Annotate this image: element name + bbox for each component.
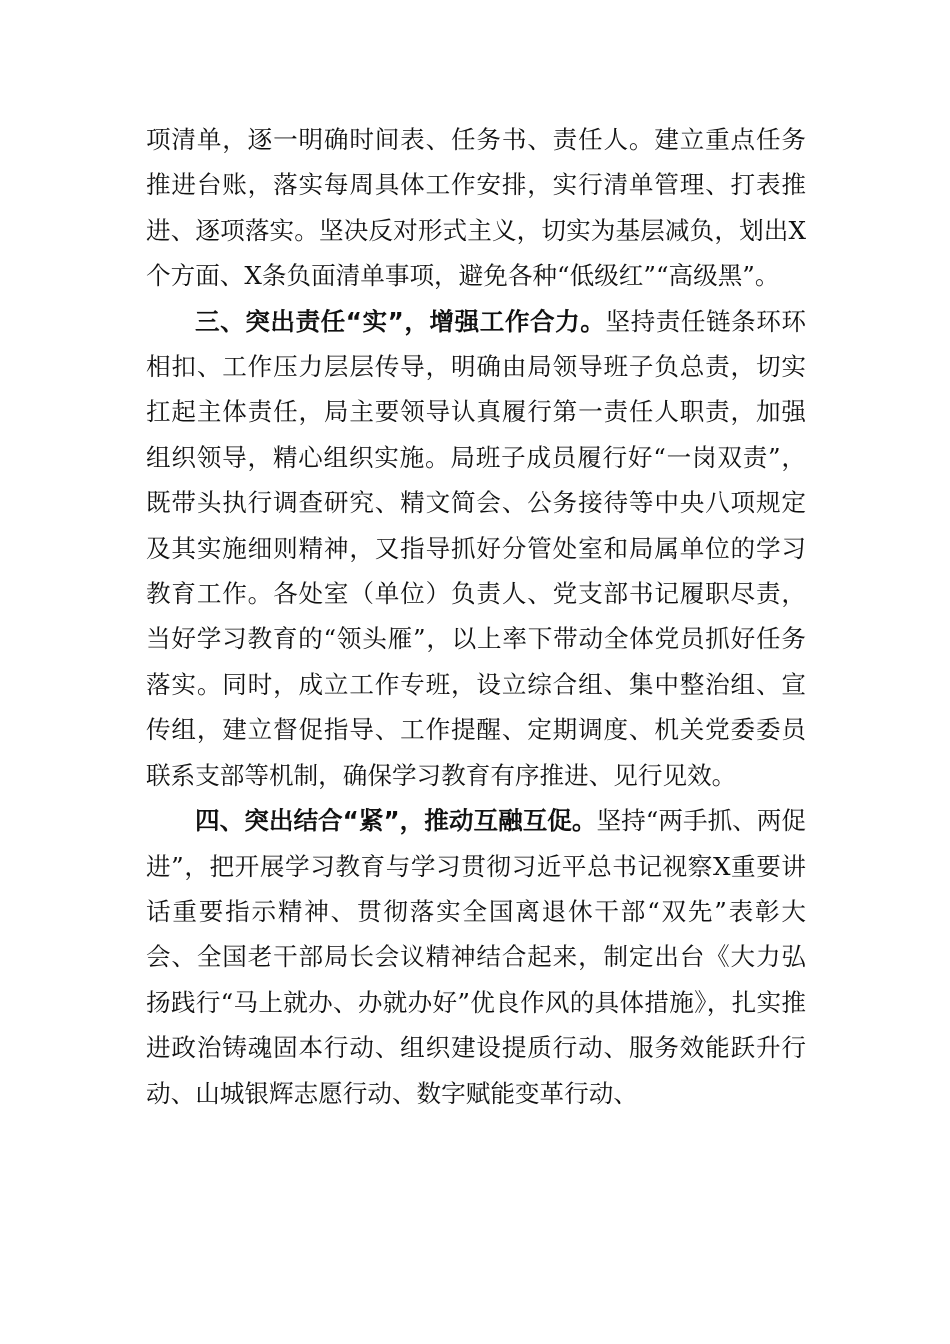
paragraph-continued (146, 117, 806, 299)
document-body (146, 117, 806, 1116)
paragraph-section-three (146, 299, 806, 798)
paragraph-body: 坚持责任链条环环相扣、工作压力层层传导，明确由局领导班子负总责，切实扛起主体责任，局主要领导认真履行第一责任人职责，加强组织领导，精心组织实施。局班子成员履行好“一岗双责”，既带头执行调查研究、精文简会、公务接待等中央八项规定及其实施细则精神，又指导抓好分管处室和局属单位的学习教育工作。各处室（单位）负责人、党支部书记履职尽责，当好学习教育的“领头雁”，以上率下带动全体党员抓好任务落实。同时，成立工作专班，设立综合组、集中整治组、宣传组，建立督促指导、工作提醒、定期调度、机关党委委员联系支部等机制，确保学习教育有序推进、见行见效。 (146, 306, 806, 790)
section-heading: 四、突出结合“紧”，推动互融互促。 (195, 806, 597, 836)
paragraph-body: 坚持“两手抓、两促进”，把开展学习教育与学习贯彻习近平总书记视察X重要讲话重要指示精神、贯彻落实全国离退休干部“双先”表彰大会、全国老干部局长会议精神结合起来，制定出台《大力弘扬践行“马上就办、办就办好”优良作风的具体措施》，扎实推进政治铸魂固本行动、组织建设提质行动、服务效能跃升行动、山城银辉志愿行动、数字赋能变革行动、 (146, 806, 806, 1108)
section-heading: 三、突出责任“实”，增强工作合力。 (195, 306, 606, 336)
paragraph-section-four (146, 798, 806, 1116)
paragraph-body: 项清单，逐一明确时间表、任务书、责任人。建立重点任务推进台账，落实每周具体工作安排，实行清单管理、打表推进、逐项落实。坚决反对形式主义，切实为基层减负，划出X个方面、X条负面清单事项，避免各种“低级红”“高级黑”。 (146, 125, 806, 291)
